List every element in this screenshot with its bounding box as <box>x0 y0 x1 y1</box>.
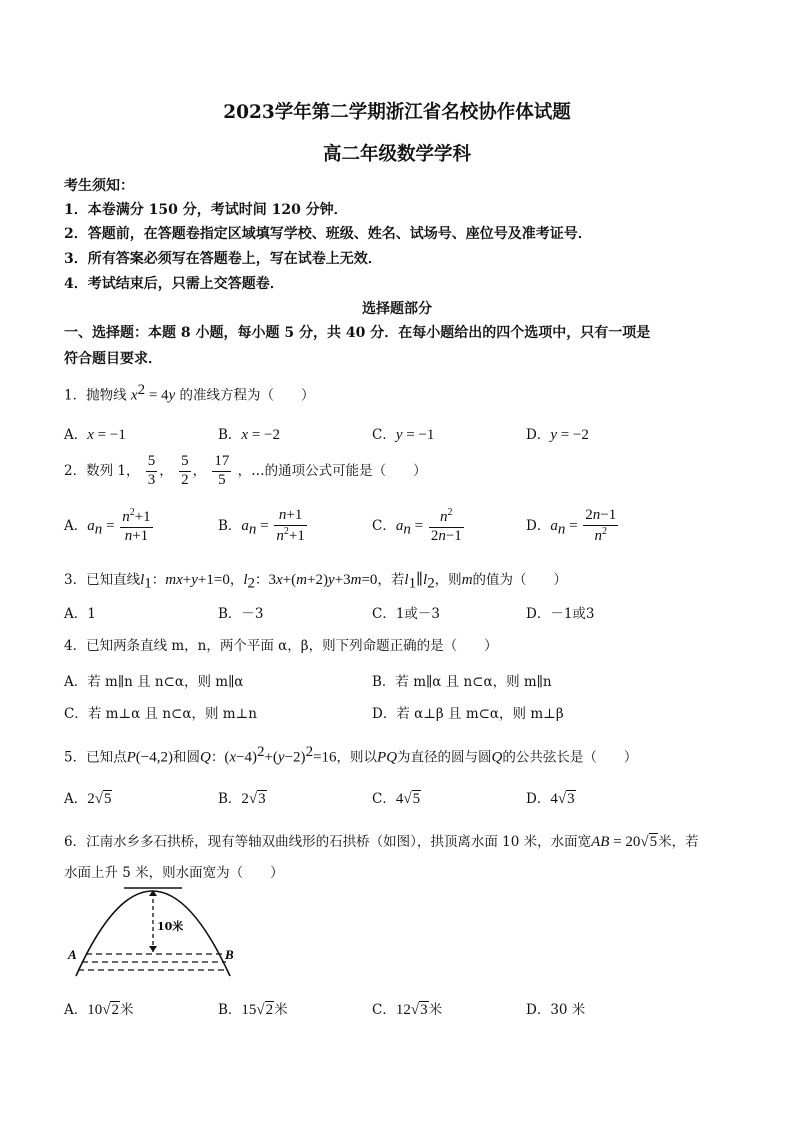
bridge-figure <box>62 882 242 982</box>
point-a-label: A <box>68 947 77 962</box>
section-title: 选择题部分 <box>362 301 432 317</box>
q5-option-a: A．2√5 <box>64 791 112 807</box>
question-2: 2．数列 1， $\frac{5}{3}$ ， $\frac{5}{2}$ ， $\frac{17}{5}$ ，…的通项公式可能是（ ） <box>64 453 427 488</box>
question-4: 4．已知两条直线 m，n，两个平面 α，β，则下列命题正确的是（ ） <box>64 638 498 654</box>
q5-option-d: D．4√3 <box>526 791 575 807</box>
notice-item: 2．答题前，在答题卷指定区域填写学校、班级、姓名、试场号、座位号及准考证号． <box>64 226 592 242</box>
section-instruction-cont: 符合题目要求． <box>64 351 162 367</box>
section-instruction: 一、选择题：本题 8 小题，每小题 5 分，共 40 分．在每小题给出的四个选项中，只有一项是 <box>64 325 651 341</box>
notice-heading: 考生须知： <box>64 178 134 194</box>
q4-option-c: C．若 m⊥α 且 n⊂α，则 m⊥n <box>64 706 257 722</box>
q3-option-a: A．1 <box>64 606 96 622</box>
q1-option-d: D．y = −2 <box>526 427 589 443</box>
q4-option-d: D．若 α⊥β 且 m⊂α，则 m⊥β <box>372 706 564 722</box>
q6-option-b: B．15√2米 <box>218 1002 288 1018</box>
exam-subtitle: 高二年级数学学科 <box>322 144 471 165</box>
q6-option-d: D．30 米 <box>526 1002 586 1018</box>
q6-option-a: A．10√2米 <box>64 1002 134 1018</box>
question-1: 1．抛物线 $x^2 = 4y$ 的准线方程为（ ） <box>64 382 315 404</box>
notice-item: 4．考试结束后，只需上交答题卷． <box>64 276 284 292</box>
question-6-cont: 水面上升 5 米，则水面宽为（ ） <box>64 865 284 881</box>
exam-title: 2023学年第二学期浙江省名校协作体试题 <box>223 102 571 123</box>
q1-option-a: A．x = −1 <box>64 427 126 443</box>
q4-option-a: A．若 m∥n 且 n⊂α，则 m∥α <box>64 674 244 690</box>
q4-option-b: B．若 m∥α 且 n⊂α，则 m∥n <box>372 674 552 690</box>
q2-option-a: A．$a_n$ = $\frac{n^2+1}{n+1}$ <box>64 507 151 544</box>
q2-option-d: D．$a_n$ = $\frac{2n-1}{n^2}$ <box>526 507 617 544</box>
q1-option-c: C．y = −1 <box>372 427 435 443</box>
arch-curve <box>76 891 230 976</box>
q5-option-c: C．4√5 <box>372 791 421 807</box>
notice-item: 1．本卷满分 150 分，考试时间 120 分钟． <box>64 202 348 218</box>
question-6: 6．江南水乡多石拱桥，现有等轴双曲线形的石拱桥（如图），拱顶离水面 10 米，水面宽AB = 20√5米，若 <box>64 834 699 850</box>
question-5: 5．已知点P(−4,2)和圆Q：$(x-4)^2+(y-2)^2=16$，则以PQ为直径的圆与圆Q的公共弦长是（ ） <box>64 744 638 766</box>
notice-item: 3．所有答案必须写在答题卷上，写在试卷上无效． <box>64 251 382 267</box>
q3-option-c: C．1或－3 <box>372 606 441 622</box>
height-label: 10米 <box>157 920 184 933</box>
arrow-down-icon <box>149 946 157 952</box>
q3-option-d: D．－1或3 <box>526 606 595 622</box>
point-b-label: B <box>225 947 234 962</box>
q3-option-b: B．－3 <box>218 606 264 622</box>
q2-option-b: B．$a_n$ = $\frac{n+1}{n^2+1}$ <box>218 507 305 544</box>
q2-option-c: C．$a_n$ = $\frac{n^2}{2n-1}$ <box>372 507 462 544</box>
q5-option-b: B．2√3 <box>218 791 266 807</box>
q1-option-b: B．x = −2 <box>218 427 281 443</box>
question-3: 3．已知直线$l_1$：mx+y+1=0，$l_2$：3x+(m+2)y+3m=0，若$l_1\parallel l_2$，则m的值为（ ） <box>64 572 568 592</box>
q6-option-c: C．12√3米 <box>372 1002 443 1018</box>
